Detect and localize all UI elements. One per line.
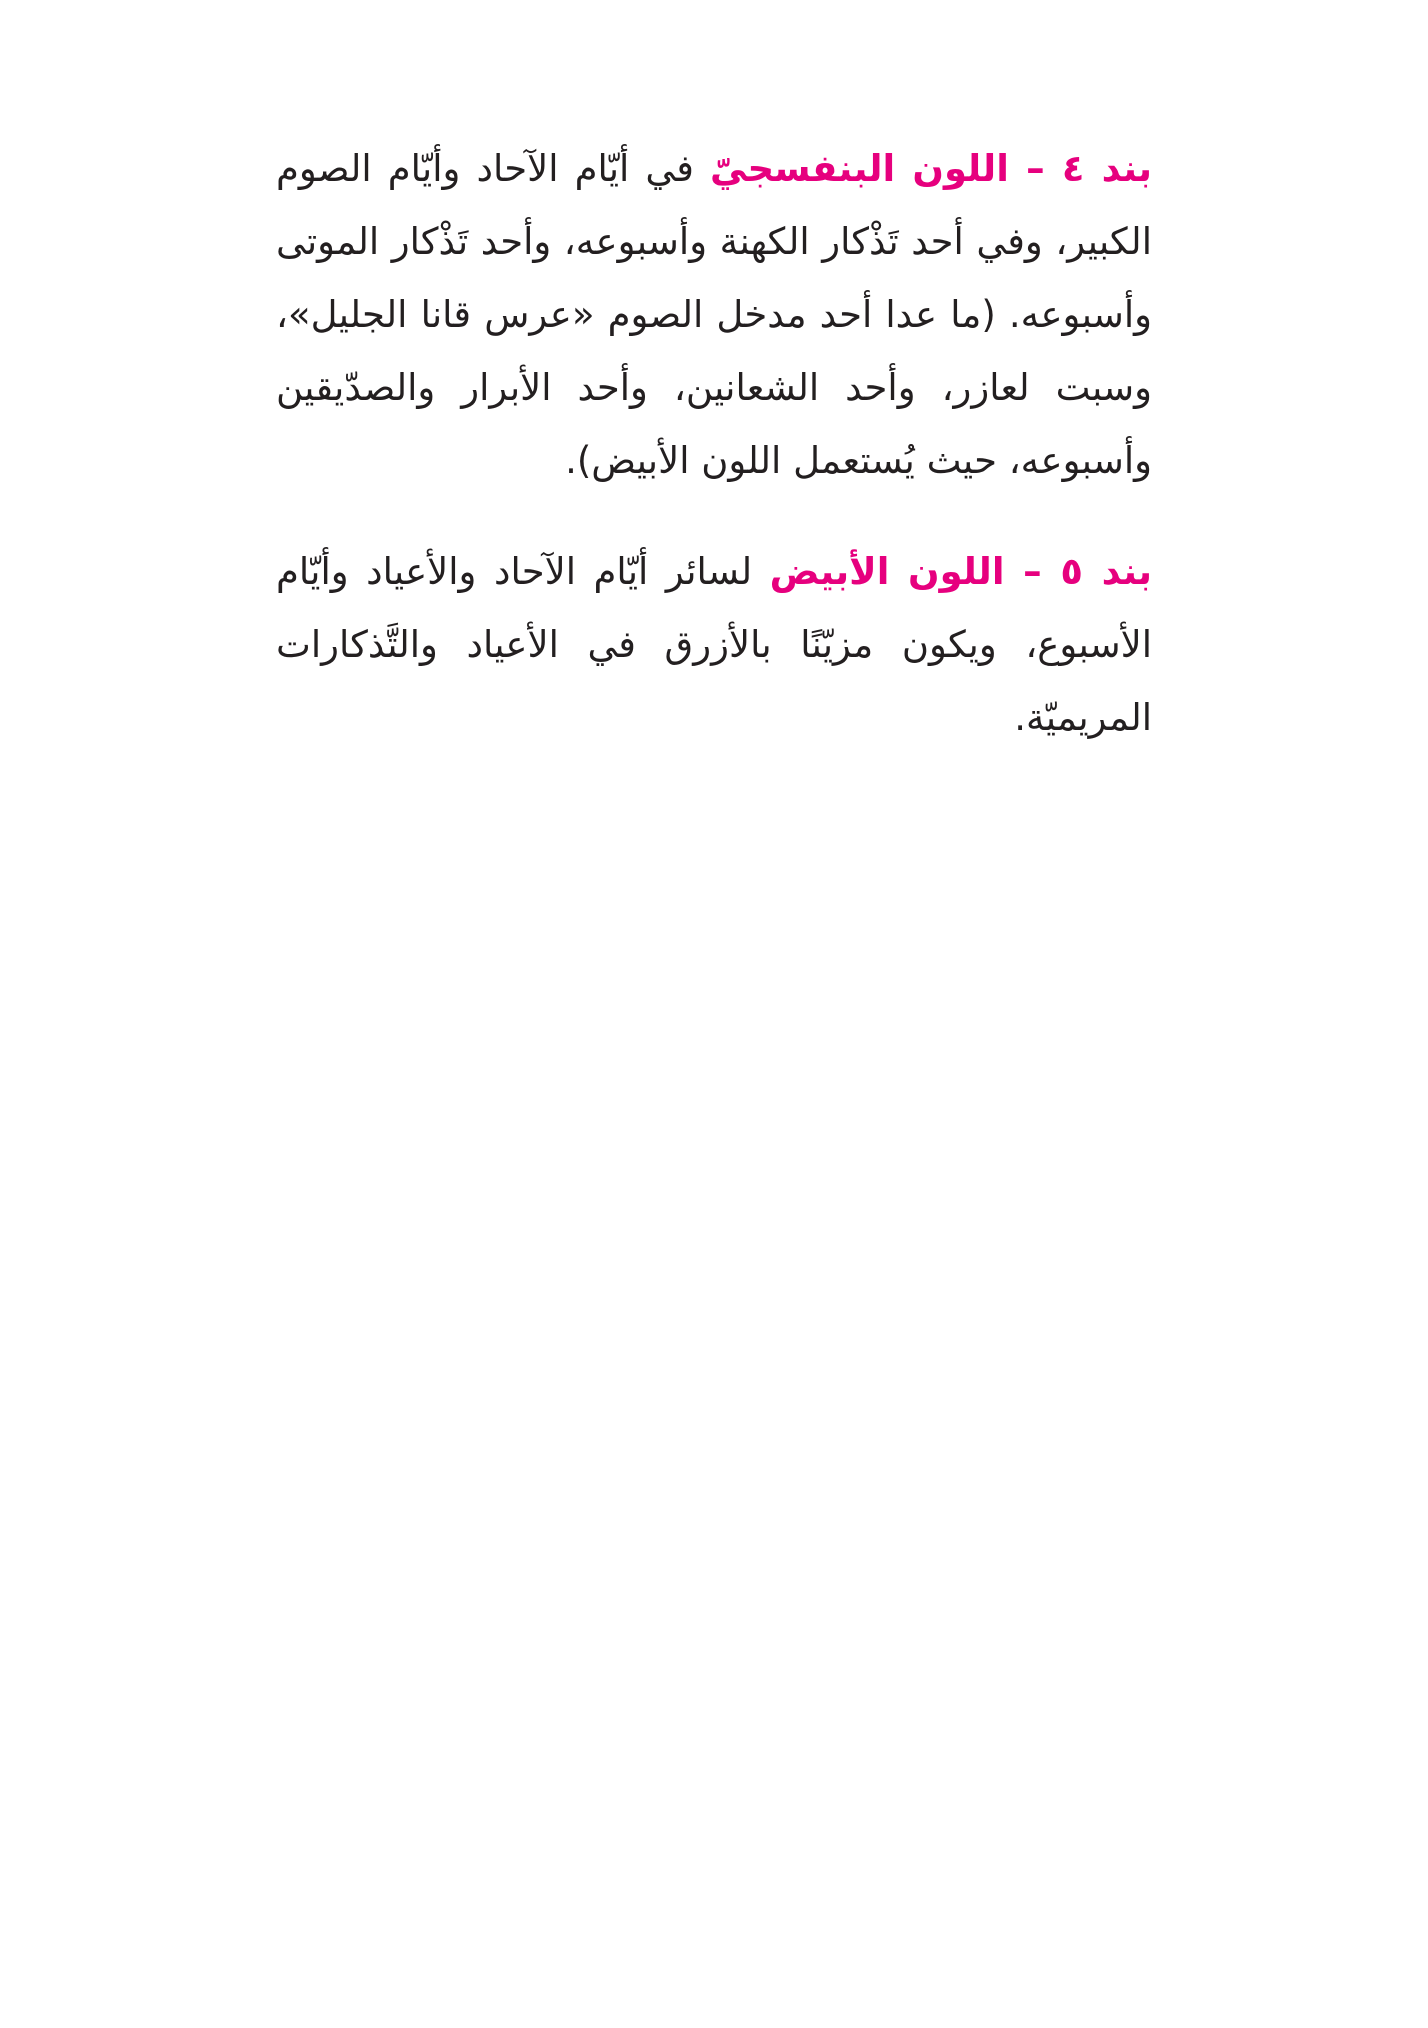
item-4-body: في أيّام الآحاد وأيّام الصوم الكبير، وفي أحد تَذْكار الكهنة وأسبوعه، وأحد تَذْكار الموتى وأسبوعه. (ما عدا أحد مدخل الصوم «عرس قانا الجليل»، وسبت لعازر، وأحد الشعانين، وأحد الأبرار والصدّيقين وأسبوعه، حيث يُستعمل اللون الأبيض). <box>276 147 1152 482</box>
paragraph-item-5 <box>276 535 1152 754</box>
item-5-body: لسائر أيّام الآحاد والأعياد وأيّام الأسبوع، ويكون مزيّنًا بالأزرق في الأعياد والتَّذكارات المريميّة. <box>276 550 1152 739</box>
item-5-heading: بند ٥ – اللون الأبيض <box>769 550 1152 593</box>
item-4-heading: بند ٤ – اللون البنفسجيّ <box>710 147 1152 190</box>
paragraph-item-4 <box>276 132 1152 497</box>
document-page <box>276 132 1152 754</box>
